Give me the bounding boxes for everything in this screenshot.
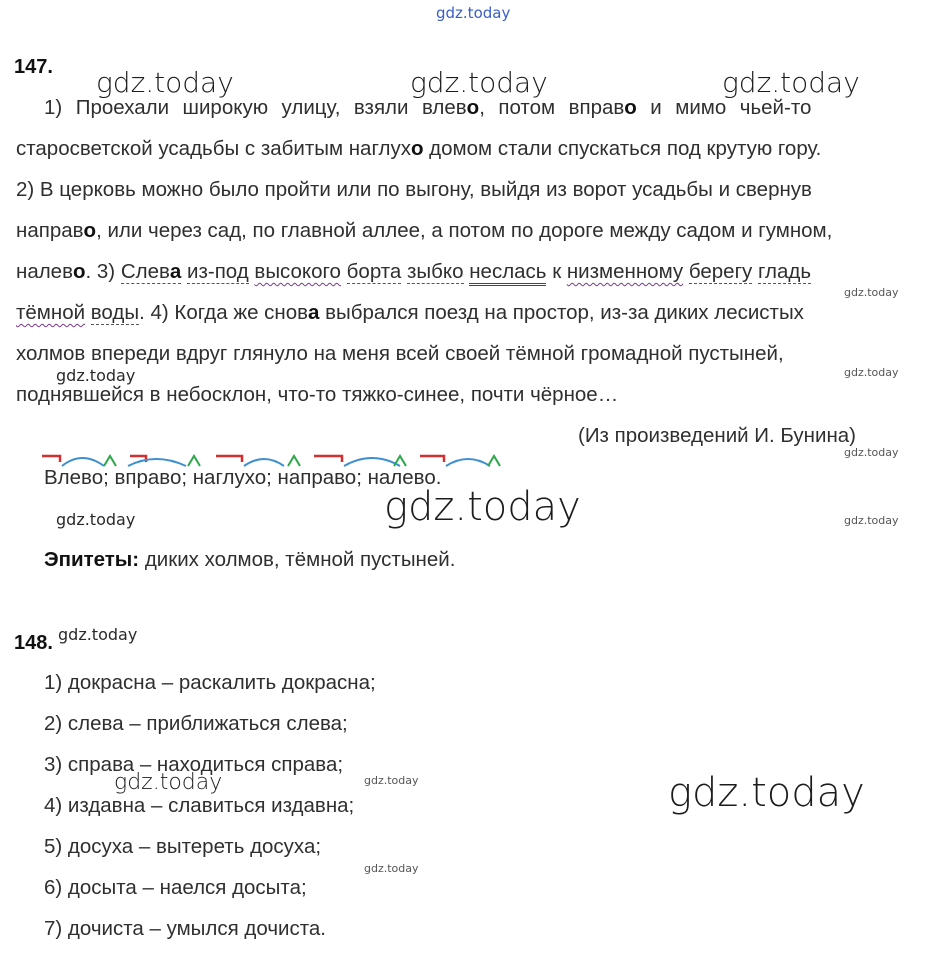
word-glad: гладь (758, 260, 812, 283)
prefix-mark (314, 456, 342, 462)
watermark-huge-1: gdz.today (384, 484, 581, 530)
word-vysokogo: высокого (254, 260, 341, 283)
prefix-mark (420, 456, 444, 462)
epithets-line: Эпитеты: диких холмов, тёмной пустыней. (44, 548, 456, 571)
list-item: 6) досыта – наелся досыта; (44, 876, 307, 899)
watermark-1: gdz.today (96, 66, 234, 99)
word-beregu: берегу (688, 260, 753, 283)
watermark-2: gdz.today (410, 66, 548, 99)
exercise-148-number: 148. (14, 632, 53, 654)
word-temnoy: тёмной (16, 301, 86, 324)
text-line-8: поднявшейся в небосклон, что-то тяжко-синее, почти чёрное… (16, 383, 619, 406)
prefix-mark (42, 456, 60, 462)
watermark-4: gdz.today (114, 770, 223, 795)
watermark-tiny-4: gdz.today (844, 514, 899, 527)
text-line-3: 2) В церковь можно было пройти или по выгону, выйдя из ворот усадьбы и свернув (16, 178, 812, 201)
list-item: 3) справа – находиться справа; (44, 753, 344, 776)
word-nizmennomu: низменному (566, 260, 684, 283)
epithets-label: Эпитеты: (44, 548, 140, 571)
watermark-small-3: gdz.today (58, 625, 138, 644)
word-sleva: Слева (120, 260, 182, 283)
text-line-5: налево. 3) Слева из-под высокого борта зыбко неслась к низменному берегу гладь (16, 260, 946, 284)
list-item: 4) издавна – славиться издавна; (44, 794, 355, 817)
text-line-7: холмов впереди вдруг глянуло на меня всей своей тёмной громадной пустыней, (16, 342, 784, 365)
list-item: 7) дочиста – умылся дочиста. (44, 917, 326, 940)
root-arc (244, 459, 284, 466)
text-line-2: старосветской усадьбы с забитым наглухо домом стали спускаться под крутую гору. (16, 137, 822, 160)
prefix-mark (216, 456, 242, 462)
watermark-tiny-5: gdz.today (364, 774, 419, 787)
text-line-4: направо, или через сад, по главной аллее, а потом по дороге между садом и гумном, (16, 219, 833, 242)
watermark-top: gdz.today (436, 4, 511, 22)
suffix-mark (488, 456, 500, 466)
text-line-1: 1) Проехали широкую улицу, взяли влево, потом вправо и мимо чьей-то (44, 96, 812, 119)
text-line-6: тёмной воды. 4) Когда же снова выбрался поезд на простор, из-за диких лесистых (16, 301, 804, 324)
list-item: 5) досуха – вытереть досуха; (44, 835, 322, 858)
watermark-tiny-3: gdz.today (844, 446, 899, 459)
watermark-tiny-1: gdz.today (844, 286, 899, 299)
analysis-line: Влево; вправо; наглухо; направо; налево. (44, 466, 442, 489)
root-arc (128, 459, 186, 466)
suffix-mark (288, 456, 300, 466)
watermark-small-1: gdz.today (56, 366, 136, 385)
word-zybko: зыбко (407, 260, 464, 283)
watermark-tiny-6: gdz.today (364, 862, 419, 875)
root-arc (62, 458, 104, 466)
suffix-mark (394, 456, 406, 466)
list-item: 1) докрасна – раскалить докрасна; (44, 671, 376, 694)
watermark-3: gdz.today (722, 66, 860, 99)
watermark-small-2: gdz.today (56, 510, 136, 529)
watermark-tiny-2: gdz.today (844, 366, 899, 379)
word-vody: воды (90, 301, 140, 324)
suffix-mark (188, 456, 200, 466)
exercise-147-number: 147. (14, 56, 53, 78)
root-arc (446, 459, 490, 466)
word-izpod: из-под (187, 260, 249, 283)
root-arc (344, 458, 400, 466)
suffix-mark (104, 456, 116, 466)
source-attribution: (Из произведений И. Бунина) (578, 424, 857, 447)
word-neslas: неслась (469, 260, 546, 286)
word-borta: борта (346, 260, 402, 283)
list-item: 2) слева – приближаться слева; (44, 712, 348, 735)
watermark-huge-2: gdz.today (668, 770, 865, 816)
